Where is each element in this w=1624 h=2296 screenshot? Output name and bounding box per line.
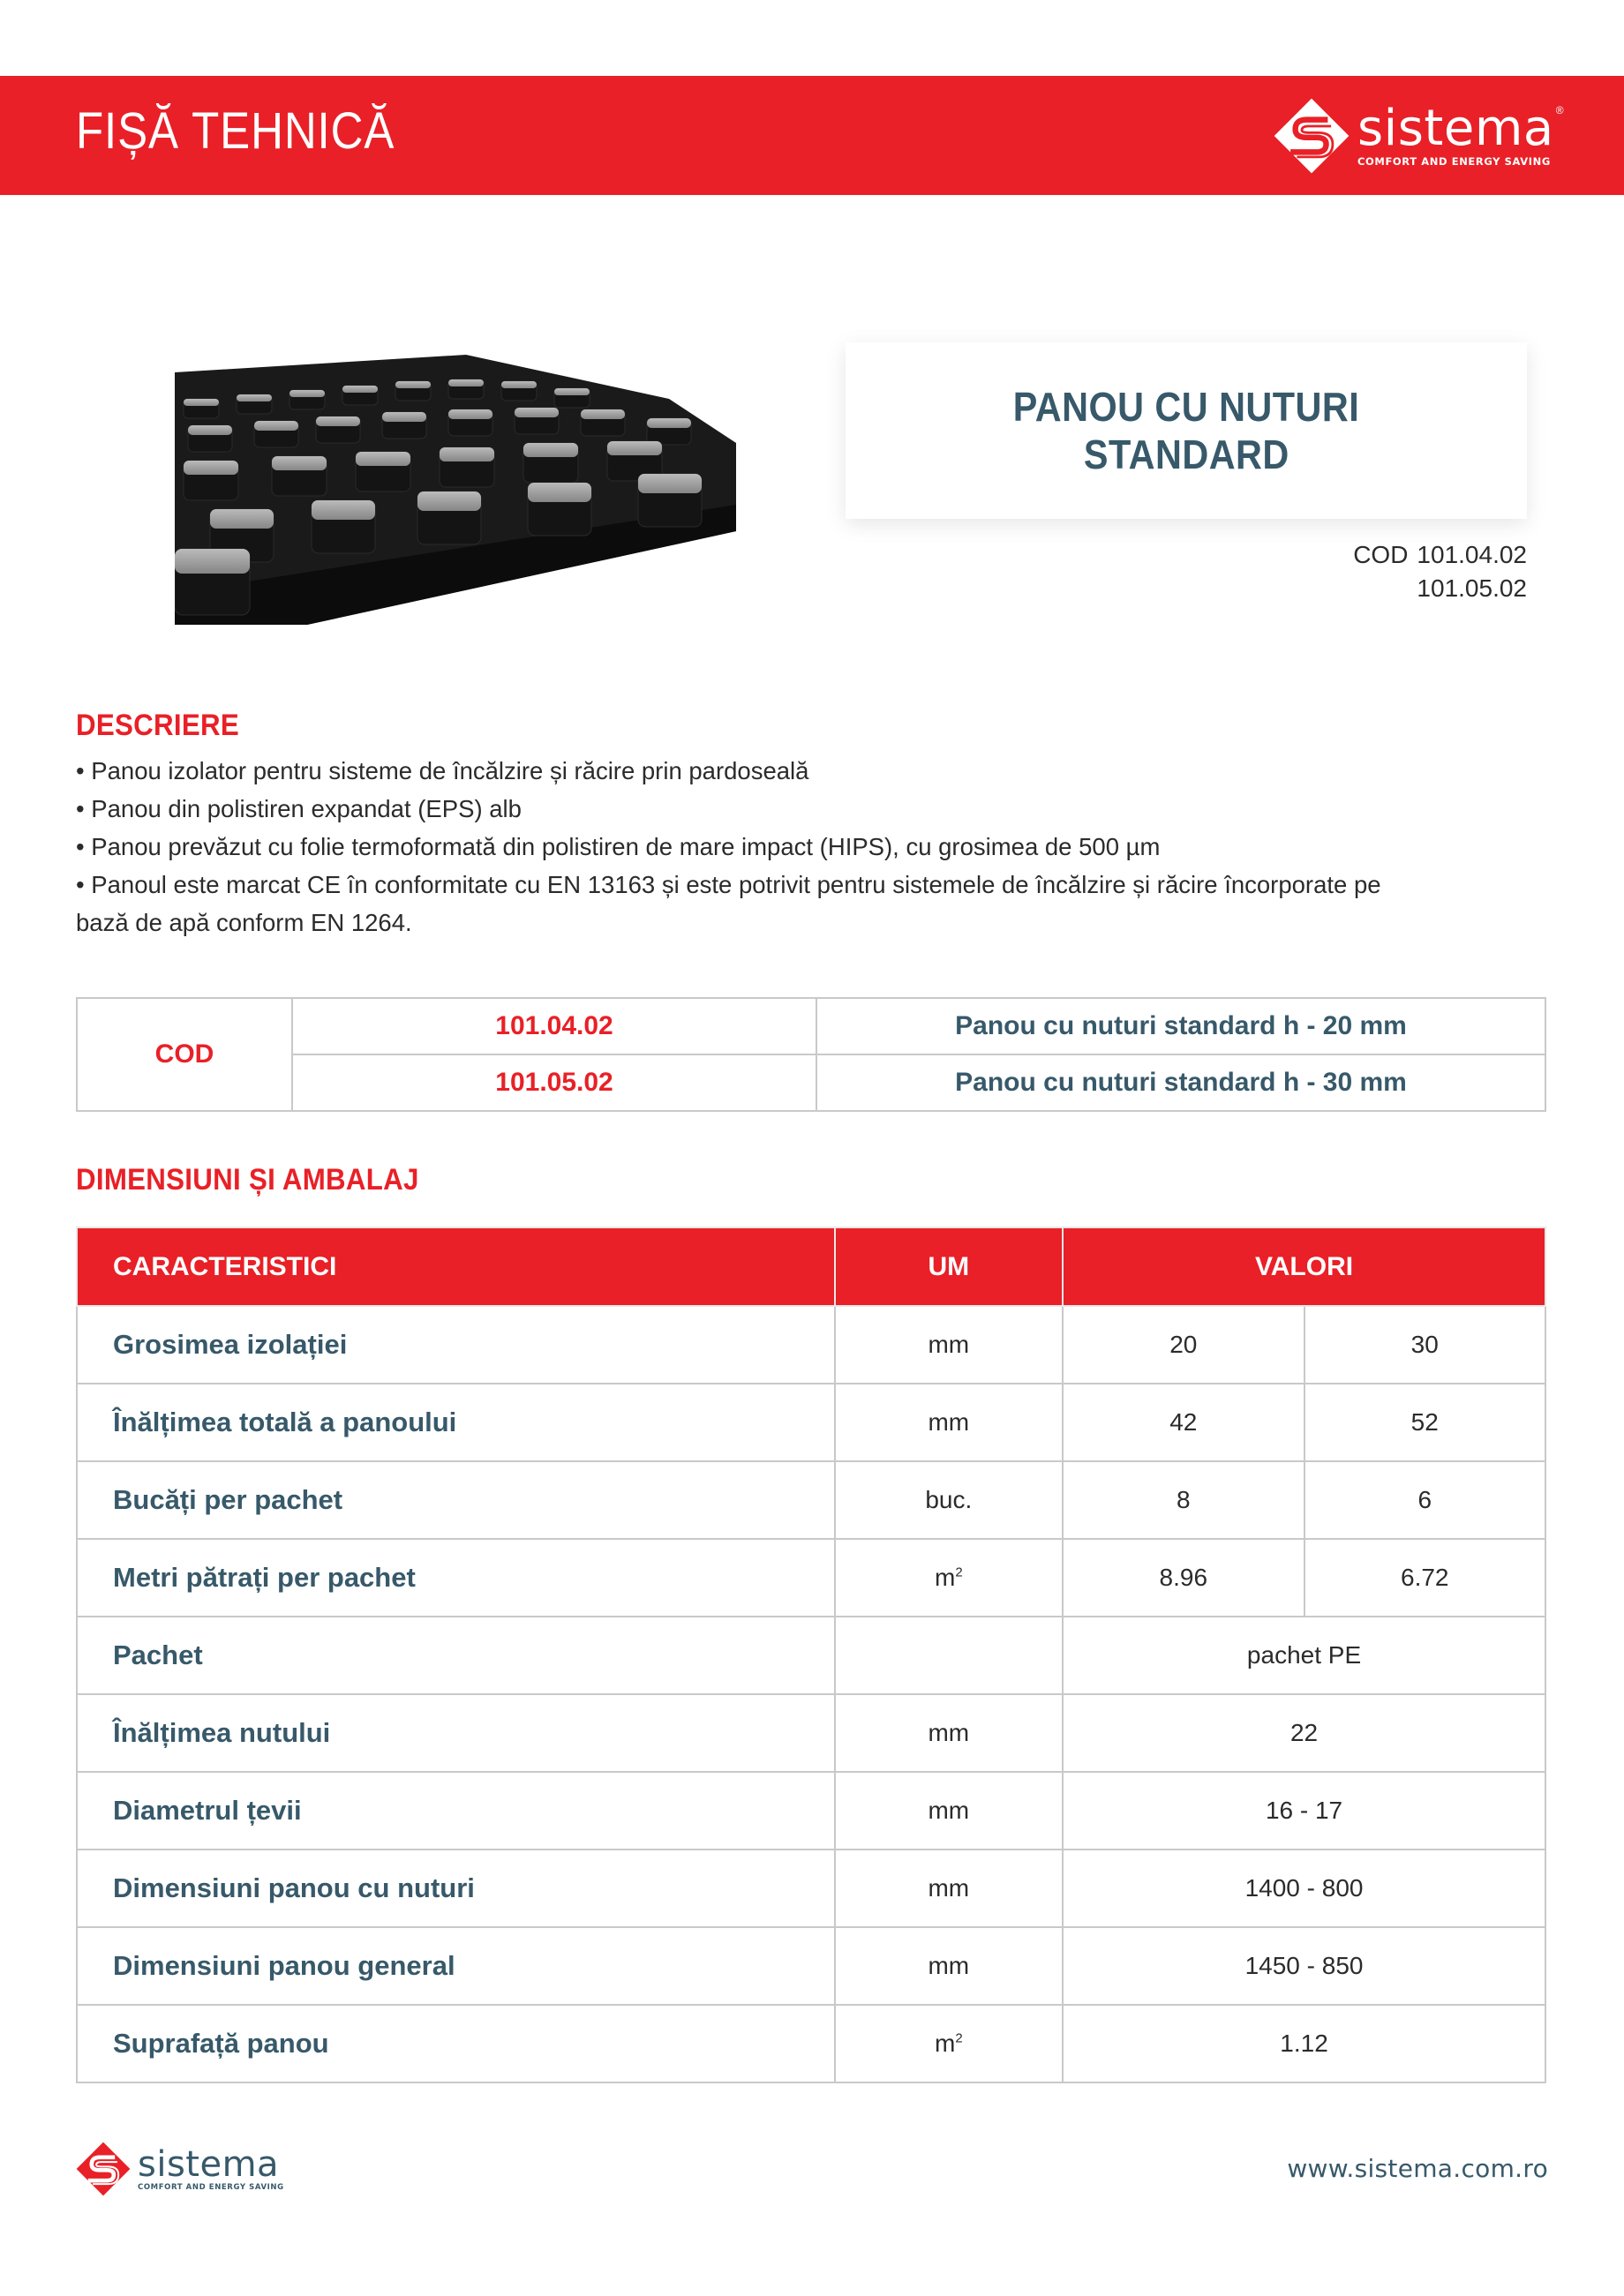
row-unit: mm bbox=[835, 1694, 1063, 1772]
row-label: Înălțimea totală a panoului bbox=[77, 1384, 835, 1461]
row-unit: mm bbox=[835, 1306, 1063, 1384]
row-label: Metri pătrați per pachet bbox=[77, 1539, 835, 1617]
row-unit: mm bbox=[835, 1772, 1063, 1850]
row-value-30mm: 6 bbox=[1304, 1461, 1545, 1539]
logo-tagline: COMFORT AND ENERGY SAVING bbox=[1357, 155, 1551, 168]
sistema-diamond-s-icon bbox=[74, 2140, 132, 2198]
row-label: Înălțimea nutului bbox=[77, 1694, 835, 1772]
table-row bbox=[77, 1306, 1545, 1384]
cod-table-label: COD bbox=[77, 998, 292, 1111]
unit-base: m bbox=[934, 2030, 956, 2057]
row-unit: mm bbox=[835, 1384, 1063, 1461]
table-row bbox=[77, 1772, 1545, 1850]
specifications-table bbox=[76, 1227, 1546, 2083]
product-title-card bbox=[846, 342, 1527, 519]
product-code-1: 101.04.02 bbox=[1417, 541, 1527, 568]
product-image bbox=[175, 346, 736, 625]
description-item: • Panoul este marcat CE în conformitate cu EN 13163 și este potrivit pentru sistemele de încălzire și răcire încorporate pe bbox=[76, 871, 1381, 898]
logo-tagline: COMFORT AND ENERGY SAVING bbox=[138, 2182, 284, 2192]
description-item: • Panou prevăzut cu folie termoformată din polistiren de mare impact (HIPS), cu grosimea de 500 µm bbox=[76, 833, 1161, 860]
footer-logo bbox=[74, 2140, 284, 2198]
header-logo bbox=[1271, 95, 1564, 176]
registered-mark: ® bbox=[1555, 104, 1564, 116]
column-header-unit: UM bbox=[835, 1227, 1063, 1306]
table-row bbox=[77, 1850, 1545, 1927]
row-value: 22 bbox=[1063, 1694, 1545, 1772]
row-value-20mm: 20 bbox=[1063, 1306, 1304, 1384]
table-row bbox=[77, 998, 1545, 1054]
row-label: Dimensiuni panou cu nuturi bbox=[77, 1850, 835, 1927]
row-value: 1450 - 850 bbox=[1063, 1927, 1545, 2005]
logo-wordmark: sistema bbox=[138, 2143, 280, 2185]
product-codes bbox=[1353, 538, 1527, 605]
row-unit bbox=[835, 2005, 1063, 2082]
row-unit bbox=[835, 1617, 1063, 1694]
cod-table-code: 101.05.02 bbox=[292, 1054, 816, 1111]
dimensions-heading: DIMENSIUNI ȘI AMBALAJ bbox=[76, 1163, 419, 1197]
row-value: 1400 - 800 bbox=[1063, 1850, 1545, 1927]
column-header-values: VALORI bbox=[1063, 1227, 1545, 1306]
column-header-characteristics: CARACTERISTICI bbox=[77, 1227, 835, 1306]
row-value: 16 - 17 bbox=[1063, 1772, 1545, 1850]
unit-exponent: 2 bbox=[955, 2030, 963, 2046]
table-row bbox=[77, 1384, 1545, 1461]
product-code-2: 101.05.02 bbox=[1417, 574, 1527, 602]
description-item: bază de apă conform EN 1264. bbox=[76, 909, 412, 936]
cod-label: COD bbox=[1353, 541, 1409, 568]
description-item: • Panou izolator pentru sisteme de încălzire și răcire prin pardoseală bbox=[76, 757, 809, 784]
description-heading: DESCRIERE bbox=[76, 709, 239, 742]
row-unit: mm bbox=[835, 1927, 1063, 2005]
description-item: • Panou din polistiren expandat (EPS) alb bbox=[76, 795, 522, 822]
description-list bbox=[76, 752, 1559, 942]
table-row bbox=[77, 1539, 1545, 1617]
row-value-20mm: 8 bbox=[1063, 1461, 1304, 1539]
row-label: Bucăți per pachet bbox=[77, 1461, 835, 1539]
row-value-20mm: 42 bbox=[1063, 1384, 1304, 1461]
table-header-row bbox=[77, 1227, 1545, 1306]
sistema-diamond-s-icon bbox=[1271, 95, 1352, 176]
cod-table bbox=[76, 997, 1546, 1112]
product-title-line-1: PANOU CU NUTURI bbox=[1012, 383, 1360, 430]
row-label: Suprafață panou bbox=[77, 2005, 835, 2082]
unit-exponent: 2 bbox=[955, 1564, 963, 1580]
cod-table-description: Panou cu nuturi standard h - 30 mm bbox=[816, 1054, 1545, 1111]
table-row bbox=[77, 1927, 1545, 2005]
row-label: Diametrul țevii bbox=[77, 1772, 835, 1850]
website-link[interactable]: www.sistema.com.ro bbox=[1287, 2154, 1548, 2183]
row-label: Dimensiuni panou general bbox=[77, 1927, 835, 2005]
unit-base: m bbox=[934, 1564, 956, 1591]
row-unit bbox=[835, 1539, 1063, 1617]
row-value: 1.12 bbox=[1063, 2005, 1545, 2082]
row-label: Grosimea izolației bbox=[77, 1306, 835, 1384]
row-unit: mm bbox=[835, 1850, 1063, 1927]
row-unit: buc. bbox=[835, 1461, 1063, 1539]
page-title: FIȘĂ TEHNICĂ bbox=[76, 102, 395, 160]
logo-wordmark: sistema bbox=[1357, 100, 1554, 157]
table-row bbox=[77, 1694, 1545, 1772]
table-row bbox=[77, 1617, 1545, 1694]
row-value: pachet PE bbox=[1063, 1617, 1545, 1694]
cod-table-description: Panou cu nuturi standard h - 20 mm bbox=[816, 998, 1545, 1054]
table-row bbox=[77, 1461, 1545, 1539]
table-row bbox=[77, 1054, 1545, 1111]
row-value-30mm: 52 bbox=[1304, 1384, 1545, 1461]
row-value-30mm: 6.72 bbox=[1304, 1539, 1545, 1617]
product-title-line-2: STANDARD bbox=[1083, 431, 1289, 477]
row-label: Pachet bbox=[77, 1617, 835, 1694]
table-row bbox=[77, 2005, 1545, 2082]
row-value-30mm: 30 bbox=[1304, 1306, 1545, 1384]
row-value-20mm: 8.96 bbox=[1063, 1539, 1304, 1617]
cod-table-code: 101.04.02 bbox=[292, 998, 816, 1054]
